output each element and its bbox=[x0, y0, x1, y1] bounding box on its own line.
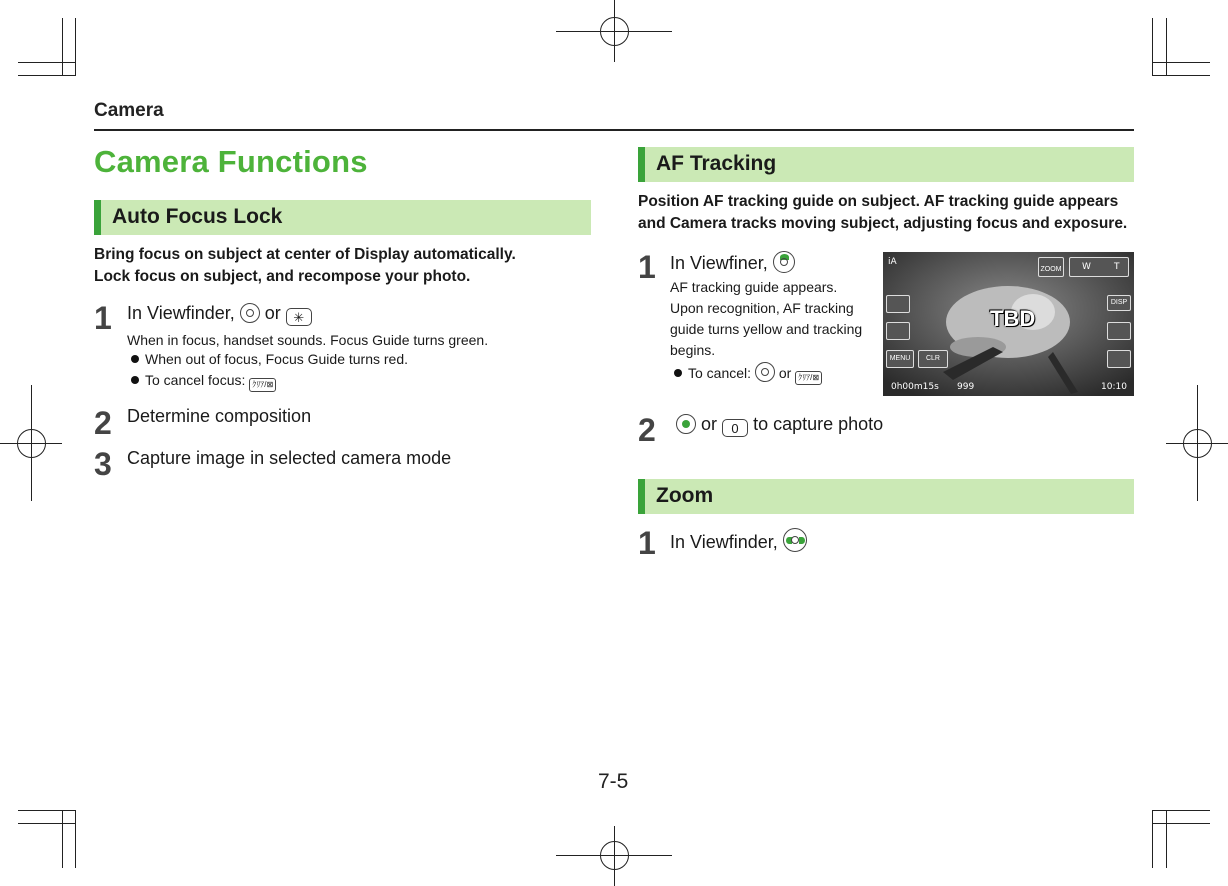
section-accent bbox=[638, 147, 645, 182]
step-text bbox=[127, 303, 312, 326]
up-key-icon bbox=[773, 251, 795, 273]
step-number: 1 bbox=[94, 300, 112, 336]
vf-mode-label: iA bbox=[888, 257, 897, 267]
step-text: In Viewfinder, bbox=[670, 528, 807, 553]
step-text-prefix: In Viewfinder, bbox=[127, 303, 235, 323]
zoom-slider: W T bbox=[1069, 257, 1129, 277]
intro-line: Bring focus on subject at center of Display automatically. bbox=[94, 246, 516, 263]
step-number: 1 bbox=[638, 249, 656, 285]
section-bar-zoom bbox=[638, 479, 1134, 514]
vf-clr-button: CLR bbox=[918, 350, 948, 368]
intro-line: and Camera tracks moving subject, adjusting focus and exposure. bbox=[638, 215, 1128, 232]
bullet-item: When out of focus, Focus Guide turns red. bbox=[131, 351, 408, 367]
clear-key-icon: ｸﾘｱ/⊠ bbox=[795, 371, 822, 385]
section-intro bbox=[638, 191, 1127, 235]
step-text: or 0 to capture photo bbox=[676, 414, 883, 437]
page-number: 7-5 bbox=[598, 770, 629, 793]
section-intro bbox=[94, 244, 516, 288]
page-title: Camera Functions bbox=[94, 144, 368, 179]
step-number: 3 bbox=[94, 446, 112, 482]
vf-settings-button bbox=[1107, 322, 1131, 340]
section-title: AF Tracking bbox=[656, 152, 777, 175]
step-text: In Viewfiner, bbox=[670, 251, 795, 274]
section-bar-auto-focus-lock bbox=[94, 200, 591, 235]
bullet-item: To cancel focus: ｸﾘｱ/⊠ bbox=[131, 372, 276, 392]
intro-line: Position AF tracking guide on subject. AF tracking guide appears bbox=[638, 193, 1119, 210]
step-note: When in focus, handset sounds. Focus Guide turns green. bbox=[127, 332, 489, 348]
header-rule bbox=[94, 129, 1134, 131]
vf-time-remaining: 0h00m15s bbox=[891, 382, 939, 392]
step-number: 2 bbox=[638, 412, 656, 448]
bullet-item: To cancel: or ｸﾘｱ/⊠ bbox=[674, 362, 822, 385]
section-accent bbox=[638, 479, 645, 514]
section-bar-af-tracking bbox=[638, 147, 1134, 182]
zoom-button: ZOOM bbox=[1038, 257, 1064, 277]
left-right-key-icon bbox=[783, 528, 807, 552]
section-title: Auto Focus Lock bbox=[112, 205, 283, 228]
running-header: Camera bbox=[94, 100, 164, 121]
or-text: or bbox=[264, 303, 281, 323]
center-key-icon bbox=[240, 303, 260, 323]
viewfinder-screenshot bbox=[883, 252, 1134, 396]
intro-line: Lock focus on subject, and recompose your photo. bbox=[94, 268, 471, 285]
vf-flash-button bbox=[886, 295, 910, 313]
section-accent bbox=[94, 200, 101, 235]
tbd-placeholder: TBD bbox=[990, 306, 1036, 331]
step-text: Capture image in selected camera mode bbox=[127, 448, 452, 468]
vf-mode-button bbox=[886, 322, 910, 340]
vf-shot-count: 999 bbox=[957, 382, 975, 392]
vf-disp-button: DISP bbox=[1107, 295, 1131, 311]
vf-shutter-button bbox=[1107, 350, 1131, 368]
enter-key-icon bbox=[676, 414, 696, 434]
zero-key-icon: 0 bbox=[722, 419, 748, 437]
step-number: 2 bbox=[94, 405, 112, 441]
section-title: Zoom bbox=[656, 484, 714, 507]
center-key-icon bbox=[755, 362, 775, 382]
vf-clock: 10:10 bbox=[1101, 382, 1127, 392]
step-number: 1 bbox=[638, 525, 656, 561]
vf-menu-button: MENU bbox=[886, 350, 914, 368]
clear-key-icon: ｸﾘｱ/⊠ bbox=[249, 378, 276, 392]
star-key-icon: ✳ bbox=[286, 308, 312, 326]
step-text: Determine composition bbox=[127, 406, 312, 426]
step-note: AF tracking guide appears. Upon recognition, AF tracking guide turns yellow and tracking begins. bbox=[670, 279, 863, 358]
